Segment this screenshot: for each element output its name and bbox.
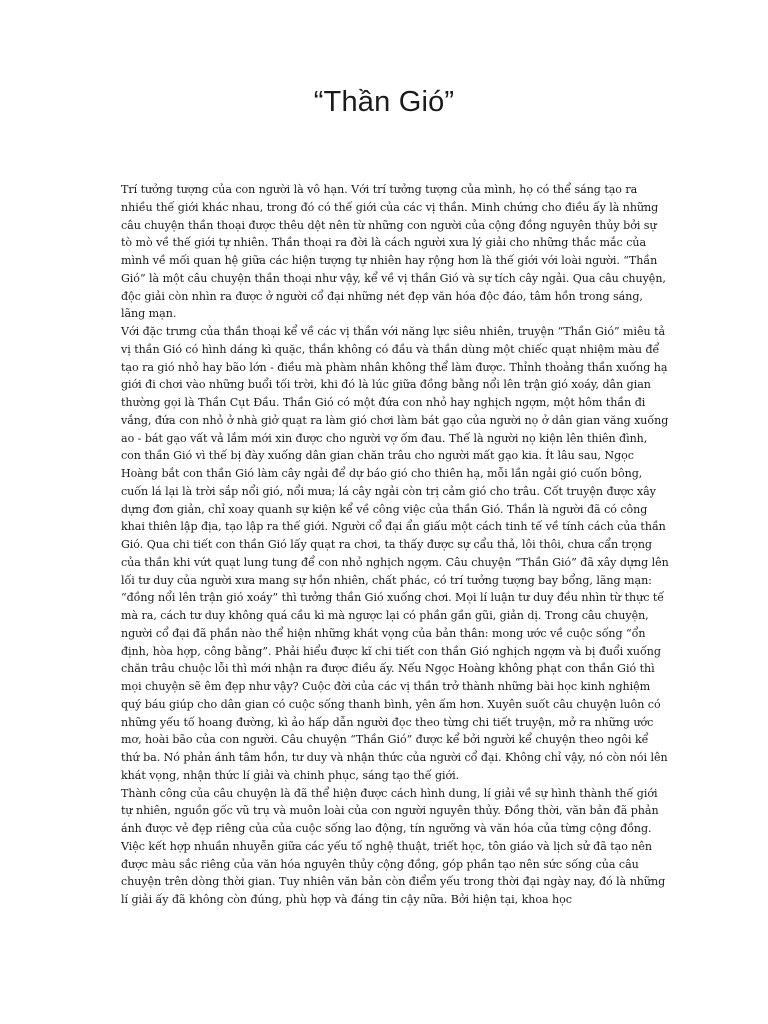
document-body xyxy=(121,181,669,909)
paragraph-analysis: Với đặc trưng của thần thoại kể về các vị thần với năng lực siêu nhiên, truyện “Thần Gió” miêu tả vị thần Gió có hình dáng kì quặc, thần không có đầu và thần dùng một chiếc quạt nhiệm màu để tạo ra gió nhỏ hay bão lớn - điều mà phàm nhân không thể làm được. Thỉnh thoảng thần xuống hạ giới đi chơi vào những buổi tối trời, khi đó là lúc giữa đồng bằng nổi lên trận gió xoáy, dân gian thường gọi là Thần Cụt Đầu. Thần Gió có một đứa con nhỏ hay nghịch ngợm, một hôm thần đi vắng, đứa con nhỏ ở nhà giở quạt ra làm gió chơi làm bát gạo của người nọ ở dân gian văng xuống ao - bát gạo vất vả lắm mới xin được cho người vợ ốm đau. Thế là người nọ kiện lên thiên đình, con thần Gió vì thế bị đày xuống dân gian chăn trâu cho người mất gạo kia. Ít lâu sau, Ngọc Hoàng bắt con thần Gió làm cây ngải để dự báo gió cho thiên hạ, mỗi lần ngải gió cuốn bông, cuốn lá lại là trời sắp nổi gió, nổi mưa; lá cây ngải còn trị cảm gió cho trâu. Cốt truyện được xây dựng đơn giản, chỉ xoay quanh sự kiện kể về công việc của thần Gió. Thần là người đã có công khai thiên lập địa, tạo lập ra thế giới. Người cổ đại ẩn giấu một cách tinh tế về tính cách của thần Gió. Qua chi tiết con thần Gió lấy quạt ra chơi, ta thấy được sự cẩu thả, lôi thôi, chưa cẩn trọng của thần khi vứt quạt lung tung để con nhỏ nghịch ngợm. Câu chuyện “Thần Gió” đã xây dựng lên lối tư duy của người xưa mang sự hồn nhiên, chất phác, có trí tưởng tượng bay bổng, lãng mạn: “đồng nổi lên trận gió xoáy” thì tưởng thần Gió xuống chơi. Mọi lí luận tư duy đều nhìn từ thực tế mà ra, cách tư duy không quá cầu kì mà ngược lại có phần gần gũi, giản dị. Trong câu chuyện, người cổ đại đã phần nào thể hiện những khát vọng của bản thân: mong ước về cuộc sống “ổn định, hòa hợp, công bằng”. Phải hiểu được kĩ chi tiết con thần Gió nghịch ngợm và bị đuổi xuống chăn trâu chuộc lỗi thì mới nhận ra được điều ấy. Nếu Ngọc Hoàng không phạt con thần Gió thì mọi chuyện sẽ êm đẹp như vậy? Cuộc đời của các vị thần trở thành những bài học kinh nghiệm quý báu giúp cho dân gian có cuộc sống thanh bình, yên ấm hơn. Xuyên suốt câu chuyện luôn có những yếu tố hoang đường, kì ảo hấp dẫn người đọc theo từng chi tiết truyện, mở ra những ước mơ, hoài bão của con người. Câu chuyện “Thần Gió” được kể bởi người kể chuyện theo ngôi kể thứ ba. Nó phản ánh tâm hồn, tư duy và nhận thức của người cổ đại. Không chỉ vậy, nó còn nói lên khát vọng, nhận thức lí giải và chinh phục, sáng tạo thế giới. xyxy=(121,325,669,782)
paragraph-intro: Trí tưởng tượng của con người là vô hạn. Với trí tưởng tượng của mình, họ có thể sáng tạo ra nhiều thế giới khác nhau, trong đó có thế giới của các vị thần. Minh chứng cho điều ấy là những câu chuyện thần thoại được thêu dệt nên từ những con người của cộng đồng nguyên thủy bởi sự tò mò về thế giới tự nhiên. Thần thoại ra đời là cách người xưa lý giải cho những thắc mắc của mình về mối quan hệ giữa các hiện tượng tự nhiên hay rộng hơn là thế giới với loài người. “Thần Gió” là một câu chuyện thần thoại như vậy, kể về vị thần Gió và sự tích cây ngải. Qua câu chuyện, độc giải còn nhìn ra được ở người cổ đại những nét đẹp văn hóa độc đáo, tâm hồn trong sáng, lãng mạn. xyxy=(121,183,666,321)
document-title: “Thần Gió” xyxy=(313,86,455,118)
paragraph-conclusion: Thành công của câu chuyện là đã thể hiện được cách hình dung, lí giải về sự hình thành thế giới tự nhiên, nguồn gốc vũ trụ và muôn loài của con người nguyên thủy. Đồng thời, văn bản đã phản ánh được vẻ đẹp riêng của của cuộc sống lao động, tín ngưỡng và văn hóa của từng cộng đồng. Việc kết hợp nhuần nhuyễn giữa các yếu tố nghệ thuật, triết học, tôn giáo và lịch sử đã tạo nên được màu sắc riêng của văn hóa nguyên thủy cộng đồng, góp phần tạo nên sức sống của câu chuyện trên dòng thời gian. Tuy nhiên văn bản còn điểm yếu trong thời đại ngày nay, đó là những lí giải ấy đã không còn đúng, phù hợp và đáng tin cậy nữa. Bởi hiện tại, khoa học xyxy=(121,786,666,906)
